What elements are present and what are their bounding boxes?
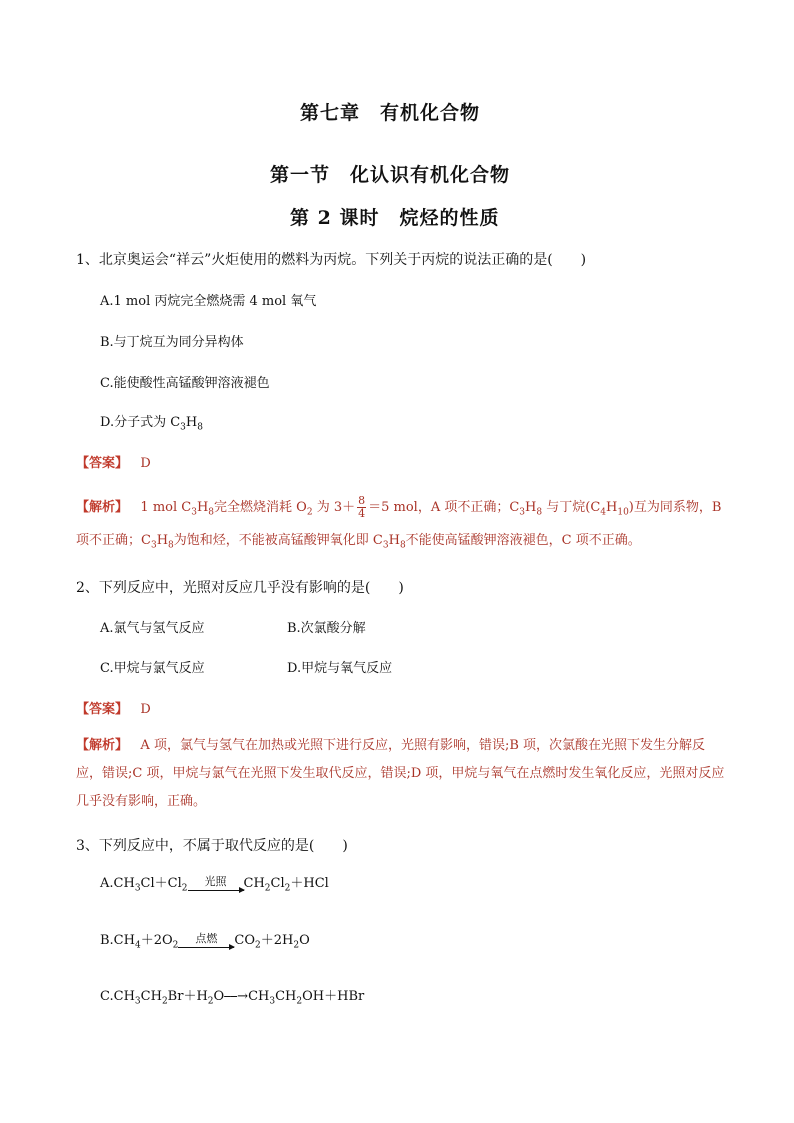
q2-option-b: B.次氯酸分解 (287, 621, 366, 636)
q3-option-b: $B.CH_4+2O_2$ 点燃 $CO_2+2H_2O$ (100, 932, 310, 951)
question-1-stem: 1、北京奥运会“祥云”火炬使用的燃料为丙烷。下列关于丙烷的说法正确的是( ) (76, 252, 587, 268)
q1-option-b: B.与丁烷互为同分异构体 (100, 335, 244, 350)
q3-option-a: $A.CH_3Cl+Cl_2$ 光照 $CH_2Cl_2+HCl$ (100, 875, 329, 894)
reaction-arrow-icon: 点燃 (178, 933, 234, 948)
q2-option-a: A.氯气与氢气反应 (100, 621, 205, 636)
q2-explanation: 【解析】 A 项，氯气与氢气在加热或光照下进行反应，光照有影响，错误;B 项，次氯酸在光照下发生分解反应，错误;C 项，甲烷与氯气在光照下发生取代反应，错误;D 项，甲烷与氧气在点燃时发生氧化反应，光照对反应几乎没有影响，正确。 (76, 738, 725, 809)
reaction-arrow-icon: 光照 (188, 876, 244, 891)
question-2-stem: 2、下列反应中，光照对反应几乎没有影响的是( ) (76, 580, 404, 596)
chapter-title: 第七章 有机化合物 (300, 102, 481, 124)
q2-option-c: C.甲烷与氯气反应 (100, 661, 205, 676)
q2-option-d: D.甲烷与氧气反应 (287, 661, 393, 676)
q1-option-a: A.1 mol 丙烷完全燃烧需 4 mol 氧气 (100, 294, 317, 309)
question-3-stem: 3、下列反应中，不属于取代反应的是( ) (76, 838, 348, 854)
fraction-8-over-4: $\frac{8}{4}$ (358, 494, 366, 520)
section-title: 第一节 化认识有机化合物 (270, 164, 511, 186)
q3-option-c: $C.CH_3CH_2Br+H_2O⎯⎯\to CH_3CH_2OH+HBr$ (100, 989, 365, 1007)
q1-explanation: 【解析】 1 mol $C_3H_8$完全燃烧消耗 $O_2$ 为 3＋ $\frac{8}{4}$ ＝5 mol，A 项不正确；$C_3H_8$ 与丁烷$(C_4H_{10})$互为同系物，B 项不正确；$C_3H_8$为饱和烃，不能被高锰酸钾氧化即 $C_3H_8$不能使高锰酸钾溶液褪色，C 项不正确。 (76, 494, 722, 551)
q2-answer: 【答案】 D (76, 702, 151, 717)
q1-answer: 【答案】 D (76, 456, 151, 471)
q1-option-d: D.分子式为 $C_3H_8$ (100, 415, 203, 433)
lesson-title: 第 2 课时 烷烃的性质 (290, 207, 500, 229)
q1-option-c: C.能使酸性高锰酸钾溶液褪色 (100, 376, 270, 391)
